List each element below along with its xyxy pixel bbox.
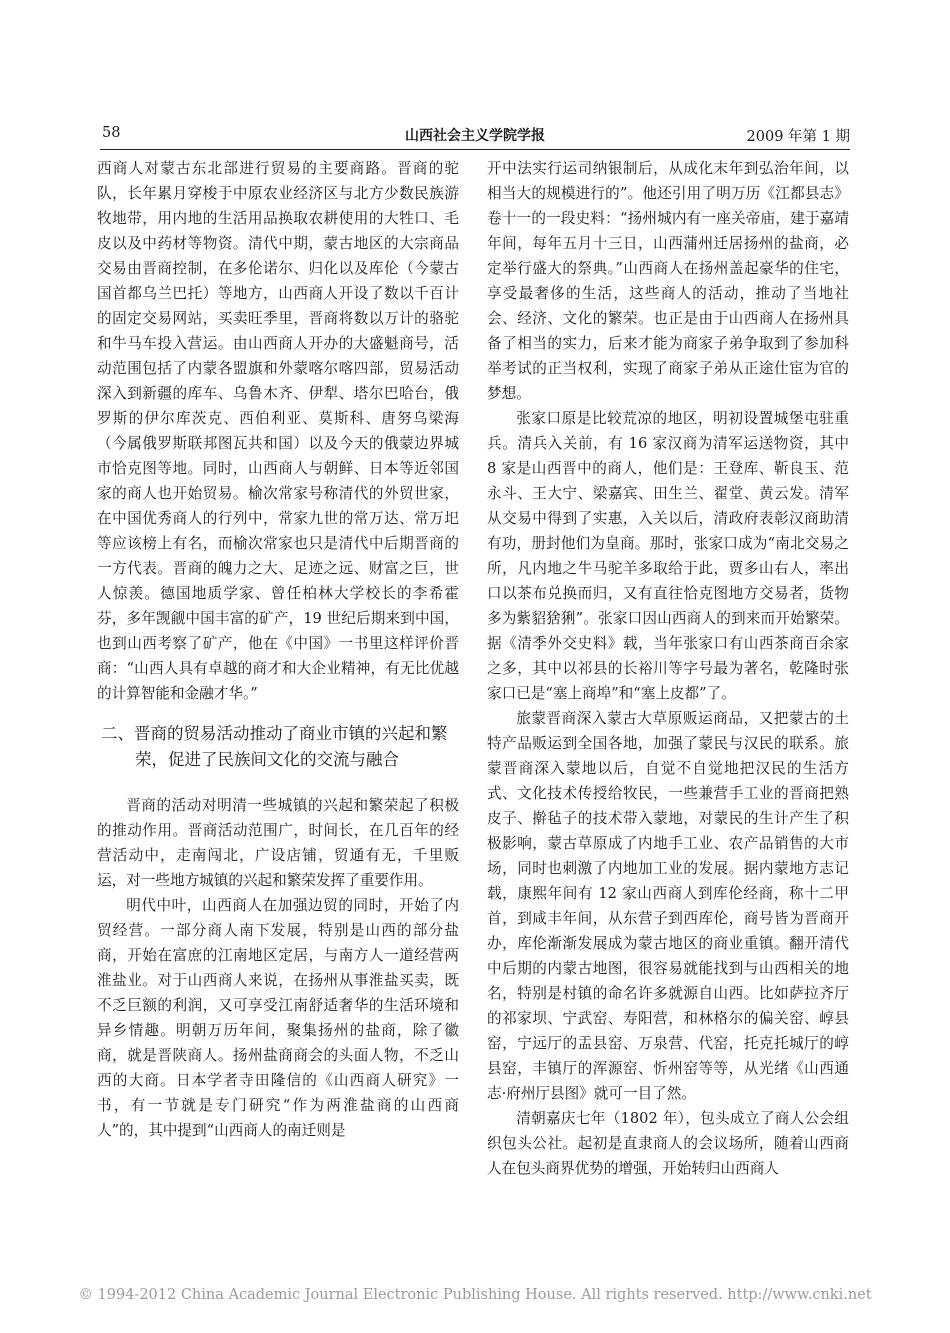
paragraph: 清朝嘉庆七年（1802 年），包头成立了商人公会组织包头公社。起初是直隶商人的会议场所，随着山西商人在包头商界优势的增强，开始转归山西商人 — [487, 1110, 849, 1177]
paragraph: 旅蒙晋商深入蒙古大草原贩运商品，又把蒙古的土特产品贩运到全国各地，加强了蒙民与汉民的联系。旅蒙晋商深入蒙地以后，自觉不自觉地把汉民的生活方式、文化技术传授给牧民，一些兼营手工业的晋商把熟皮子、擀毡子的技术带入蒙地，对蒙民的生计产生了积极影响，蒙古草原成了内地手工业、农产品销售的大市场，同时也刺激了内地加工业的发展。据内蒙地方志记载，康熙年间有 12 家山西商人到库伦经商，称十二甲首，到咸丰年间，从东营子到西库伦，商号皆为晋商开办，库伦渐渐发展成为蒙古地区的商业重镇。翻开清代中后期的内蒙古地图，很容易就能找到与山西相关的地名，特别是村镇的命名许多就源自山西。比如萨拉齐厅的祁家坝、宁武窑、寿阳营，和林格尔的偏关窑、崞县窑，宁远厅的盂县窑、万泉营、代窑，托克托城厅的崞县窑，丰镇厅的浑源窑、忻州窑等等，从光绪《山西通志·府州厅县图》就可一目了然。 — [487, 710, 849, 1102]
header-rule — [100, 149, 850, 150]
paragraph: 开中法实行运司纳银制后，从成化末年到弘治年间，以相当大的规模进行的”。他还引用了明万历《江都县志》卷十一的一段史料：“扬州城内有一座关帝庙，建于嘉靖年间，每年五月十三日，山西蒲州迁居扬州的盐商，必定举行盛大的祭典。”山西商人在扬州盖起豪华的住宅，享受最奢侈的生活，这些商人的活动，推动了当地社会、经济、文化的繁荣。也正是由于山西商人在扬州具备了相当的实力，后来才能为商家子弟争取到了参加科举考试的正当权利，实现了商家子弟从正途仕宦为官的梦想。 — [487, 160, 849, 402]
paragraph: 西商人对蒙古东北部进行贸易的主要商路。晋商的驼队，长年累月穿梭于中原农业经济区与北方少数民族游牧地带，用内地的生活用品换取农耕使用的大牲口、毛皮以及中药材等物资。清代中期，蒙古地区的大宗商品交易由晋商控制，在多伦诺尔、归化以及库伦（今蒙古国首都乌兰巴托）等地方，山西商人开设了数以千百计的固定交易网站，买卖旺季里，晋商将数以万计的骆驼和牛马车投入营运。由山西商人开办的大盛魁商号，活动范围包括了内蒙各盟旗和外蒙喀尔喀四部，贸易活动深入到新疆的库车、乌鲁木齐、伊犁、塔尔巴哈台，俄罗斯的伊尔库茨克、西伯利亚、莫斯科、唐努乌梁海（今属俄罗斯联邦图瓦共和国）以及今天的俄蒙边界城市恰克图等地。同时，山西商人与朝鲜、日本等近邻国家的商人也开始贸易。榆次常家号称清代的外贸世家，在中国优秀商人的行列中，常家九世的常万达、常万圯等应该榜上有名，而榆次常家也只是清代中后期晋商的一方代表。晋商的魄力之大、足迹之远、财富之巨，世人惊羡。德国地质学家、曾任柏林大学校长的李希霍芬，多年觊觎中国丰富的矿产，19 世纪后期来到中国，也到山西考察了矿产，他在《中国》一书里这样评价晋商：“山西人具有卓越的商才和大企业精神，有无比优越的计算智能和金融才华。” — [97, 160, 459, 702]
right-column — [487, 156, 849, 1181]
section-heading: 二、晋商的贸易活动推动了商业市镇的兴起和繁荣，促进了民族间文化的交流与融合 — [101, 724, 448, 769]
paragraph: 晋商的活动对明清一些城镇的兴起和繁荣起了积极的推动作用。晋商活动范围广，时间长，在几百年的经营活动中，走南闯北，广设店铺，贸通有无，千里贩运，对一些地方城镇的兴起和繁荣发挥了重要作用。 — [97, 797, 459, 889]
copyright-footer: © 1994-2012 China Academic Journal Electronic Publishing House. All rights reserved. http://www.cnki.net — [78, 1287, 872, 1303]
journal-title: 山西社会主义学院学报 — [405, 128, 545, 144]
paragraph: 张家口原是比较荒凉的地区，明初设置城堡屯驻重兵。清兵入关前，有 16 家汉商为清军运送物资，其中 8 家是山西晋中的商人，他们是：王登库、靳良玉、范永斗、王大宁、梁嘉宾、田生兰、翟堂、黄云发。清军从交易中得到了实惠，入关以后，清政府表彰汉商助清有功，册封他们为皇商。那时，张家口成为“南北交易之所，凡内地之牛马驼羊多取给于此，贾多山右人，率出口以茶布兑换而归，又有直往恰克图地方交易者，货物多为紫貂猞猁”。张家口因山西商人的到来而开始繁荣。据《清季外交史料》载，当年张家口有山西茶商百余家之多，其中以祁县的长裕川等字号最为著名，乾隆时张家口已是“塞上商埠”和“塞上皮都”了。 — [487, 410, 849, 702]
issue-label: 2009 年第 1 期 — [746, 129, 850, 145]
page-number: 58 — [102, 125, 121, 141]
page-header — [100, 125, 850, 147]
left-column — [97, 156, 459, 1143]
paragraph: 明代中叶，山西商人在加强边贸的同时，开始了内贸经营。一部分商人南下发展，特别是山西的部分盐商，开始在富庶的江南地区定居，与南方人一道经营两淮盐业。对于山西商人来说，在扬州从事淮盐买卖，既不乏巨额的利润，又可享受江南舒适奢华的生活环境和异乡情趣。明朝万历年间，聚集扬州的盐商，除了徽商，就是晋陕商人。扬州盐商商会的头面人物，不乏山西的大商。日本学者寺田隆信的《山西商人研究》一书，有一节就是专门研究“作为两淮盐商的山西商人”的，其中提到“山西商人的南迁则是 — [97, 897, 459, 1139]
